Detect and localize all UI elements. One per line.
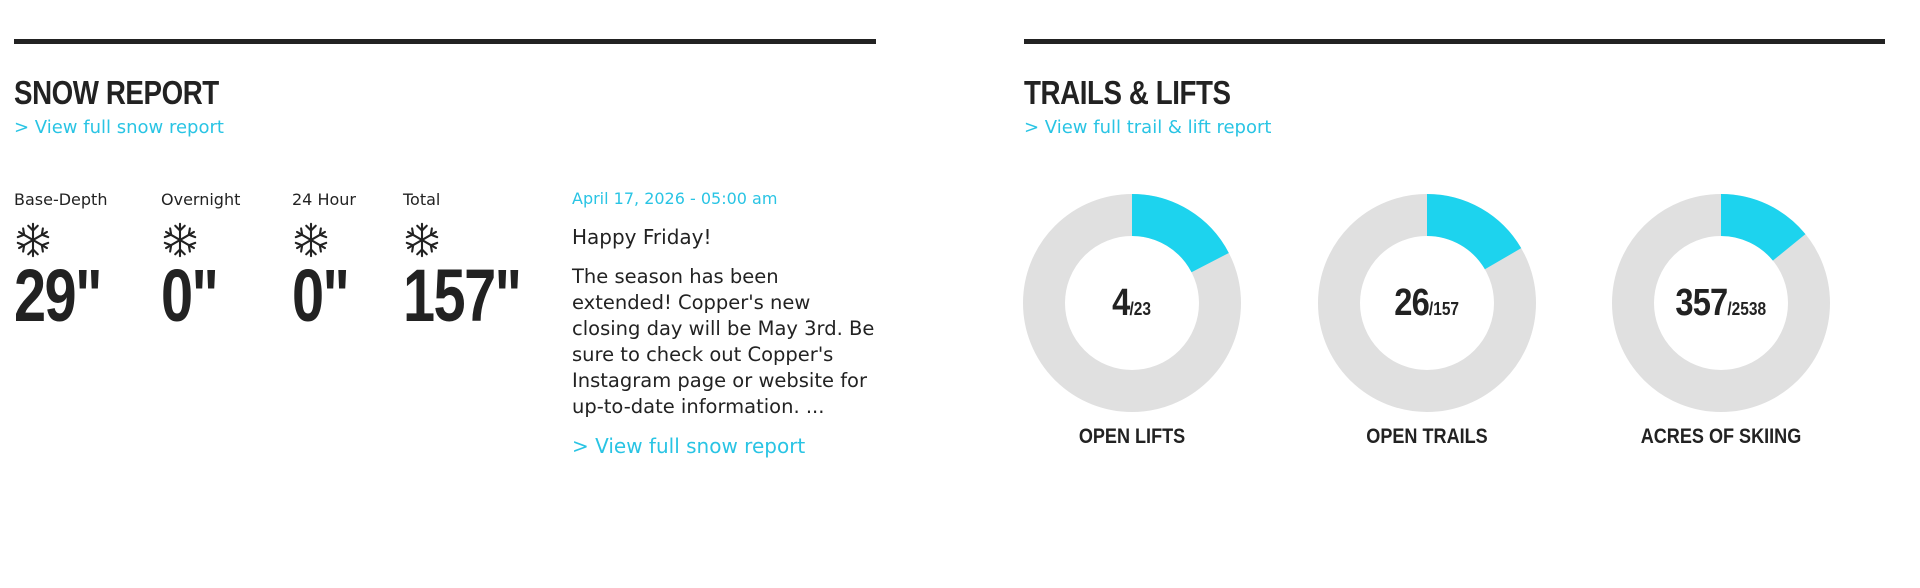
gauge-label: OPEN LIFTS	[1078, 425, 1186, 448]
gauge-value	[1395, 282, 1460, 325]
stat-value: 0"	[161, 254, 218, 337]
gauge-open: 4	[1112, 281, 1130, 324]
gauge-acres-of-skiing	[1611, 193, 1831, 449]
gauge-open-lifts	[1022, 193, 1242, 449]
stat-base-depth	[14, 190, 125, 337]
gauge-total: /157	[1429, 298, 1460, 319]
gauge-open: 26	[1394, 281, 1430, 324]
snow-report-summary	[572, 189, 882, 458]
stat-24-hour	[292, 190, 364, 337]
snow-report-divider	[14, 39, 876, 44]
stat-total	[403, 190, 554, 337]
stat-label: Total	[403, 190, 441, 209]
report-date: April 17, 2026 - 05:00 am	[572, 189, 778, 208]
gauge-value	[1113, 282, 1152, 325]
gauge-value	[1676, 282, 1767, 325]
report-body: The season has been extended! Copper's new closing day will be May 3rd. Be sure to check out Copper's Instagram page or website for up-to-date information. ...	[572, 265, 875, 418]
view-trail-lift-report-link[interactable]: > View full trail & lift report	[1024, 117, 1272, 138]
gauge-open: 357	[1675, 281, 1728, 324]
stat-value: 0"	[292, 254, 349, 337]
report-greeting: Happy Friday!	[572, 225, 712, 249]
stat-overnight	[161, 190, 241, 337]
trails-lifts-divider	[1024, 39, 1885, 44]
view-full-snow-report-link[interactable]: > View full snow report	[572, 434, 806, 458]
stat-label: Overnight	[161, 190, 241, 209]
stat-label: 24 Hour	[292, 190, 356, 209]
trails-lifts-title: TRAILS & LIFTS	[1024, 74, 1231, 111]
view-snow-report-link[interactable]: > View full snow report	[14, 117, 224, 138]
stat-value: 157"	[403, 254, 521, 337]
gauge-label: OPEN TRAILS	[1366, 425, 1488, 448]
gauge-total: /2538	[1727, 298, 1767, 319]
stat-value: 29"	[14, 254, 101, 337]
gauge-open-trails	[1317, 193, 1537, 449]
snow-report-title: SNOW REPORT	[14, 74, 219, 111]
stat-label: Base-Depth	[14, 190, 108, 209]
gauge-label: ACRES OF SKIING	[1640, 425, 1802, 448]
gauge-total: /23	[1129, 298, 1152, 319]
